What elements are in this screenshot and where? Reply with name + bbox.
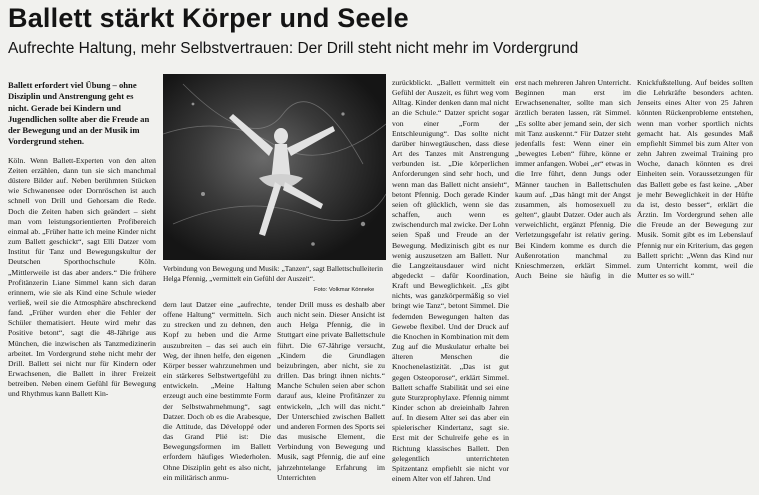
body-text-1: Köln. Wenn Ballett-Experten von den alten Zeiten erzählen, dann tun sie sich manchmal düstere Bilder auf. Neben berühmten Stücken wie Schwanensee oder Dornröschen ist auch schnell von Drill und Gehorsam die Rede. Doch die Zeiten haben sich geändert – sieht man vom leistungsorientierten Profibereich einmal ab. „Früher hatte ich meine Kinder nicht zum Ballett geschickt“, sagt Elli Datzer vom Institut für Tanz und Bewegungskultur der Deutschen Sporthochschule Köln. „Mittlerweile ist das aber anders.“ Die frühere Profitänzerin Liane Simmel kann sich daran erinnern, wie sie als Kind eine Schule wieder verließ, weil sie die Atmosphäre abschreckend fand. „Früher wurden eher die Fehler der Schüler thematisiert. Heute wird mehr das Positive betont“, sagt die 48-Jährige aus München, die inzwischen als Tanzmedizinerin arbeitet. Im Vordergrund stehe nicht mehr der Drill. Ballett sei nicht nur für Kindern oder Erwachsenen, die Ballett in ihrer Freizeit betreiben. Neben einem Gefühl für Bewegung und Rhythmus kann Ballett Kin-: [8, 155, 156, 399]
subheadline: Aufrechte Haltung, mehr Selbstvertrauen: Der Drill steht nicht mehr im Vordergrund: [8, 40, 579, 57]
column-4: [392, 78, 509, 492]
headline: Ballett stärkt Körper und Seele: [8, 3, 409, 33]
column-2: [163, 300, 271, 492]
body-text-2: dern laut Datzer eine „aufrechte, offene Haltung“ vermitteln. Sich zu strecken und zu dehnen, den Kopf zu heben und die Arme auszubreiten – das sei auch ein Weg, der ihnen helfe, den eigenen Körper besser wahrzunehmen und ein stärkeres Selbstwertgefühl zu entwickeln. „Meine Haltung erzeugt auch eine bestimmte Form der Selbstwahrnehmung“, sagt Datzer. Doch ob es die Arabesque, die Attitude, das Développé oder das Grand Plié ist: Die Bewegungsformen im Ballett erfordern häufiges Wiederholen. Ohne Disziplin geht es also nicht, ein militärisch anmu-: [163, 300, 271, 482]
ballet-dancer-photo: [163, 74, 386, 260]
column-5: [515, 78, 753, 492]
photo-caption: Verbindung von Bewegung und Musik: „Tanzen“, sagt Ballettschulleiterin Helga Pfennig, „vermittelt ein Gefühl der Auszeit“.: [163, 264, 383, 283]
body-text-5: erst nach mehreren Jahren Unterricht. Beginnen man erst im Erwachsenenalter, sollte man sich ärztlich beraten lassen, rät Simmel. „Es sollte aber jemand sein, der sich mit Tanz auskennt.“ Für Datzer steht jedenfalls fest: Wenn einer ein „bewegtes Leben“ führe, könne er immer anfangen. Wobei „er“ etwas in die Irre führt, denn Jungs oder Männer tauchen in Ballettschulen kaum auf. „Das hängt mit der Angst zusammen, als homosexuell zu gelten“, glaubt Datzer. Oder auch als verweichlicht, ergänzt Pfennig. Die Verletzungsgefahr ist relativ gering. Bei Kindern komme es durch die Außenrotation manchmal zu Knieschmerzen, erklärt Simmel. Auch Beine sie häufig in die Knickfußstellung. Auf beides sollten die Lehrkräfte besonders achten. Jenseits eines Alter von 25 Jahren könnten Rückenprobleme entstehen, wenn man vorher sportlich nichts gemacht hat. Als gesundes Maß empfiehlt Simmel bis zum Alter von zehn Jahren zweimal Training pro Woche, danach könnten es drei Einheiten sein. Voraussetzungen für das Ballett gebe es fast keine. „Aber je mehr Beweglichkeit in der Hüfte da ist, desto besser“, erklärt die Ärztin. Im Vordergrund sehen alle die Freude an der Bewegung zur Musik. Somit gibt es im Lebenslauf Pfennig nur ein Kriterium, das gegen Ballett spricht: „Wenn das Kind nur zum Unterricht kommt, weil die Mutter es so will.“: [515, 78, 753, 280]
body-text-4: zurückblickt. „Ballett vermittelt ein Gefühl der Auszeit, es führt weg vom Alltag. Kinder denken dann mal nicht an die Schule.“ Datzer spricht sogar von einer „Form der Entschleunigung“. Das sollte nicht darüber hinwegtäuschen, dass diese Art des Tanzes mit Anstrengung verbunden ist. „Die körperlichen Anforderungen sind sehr hoch, und wenn man das Ballett nicht ansieht“, betont Pfennig. Doch gerade Kinder seien oft glücklich, wenn sie das schaffen, auch wenn es zwischendurch mal zwicke. Der Lohn seien Spaß und Freude an der Bewegung. Medizinisch gibt es nur wenig auszusetzen am Ballett. Nur die Langzeitausdauer wird nicht abgedeckt – dafür Koordination, Kraft und Beweglichkeit. „Es gibt nichts, was ganzkörpermäßig so viel bringt wie Tanz“, betont Simmel. Die federnden Bewegungen halten das Gewebe flexibel. Und der Druck auf die Knochen in Kombination mit dem Zug auf die Muskulatur erhalte bei älteren Menschen die Knochenelastizität. „Das ist gut gegen Osteoporose“, erklärt Simmel. Ballett schaffe Stabilität und sei eine gute Sturzprophylaxe. Pfennig nimmt Kinder schon ab dreieinhalb Jahren auf. In diesem Alter sei das aber ein spielerischer Kindertanz, sagt sie. Erst mit der Schulreife gehe es in Richtung klassisches Ballett. Den gelegentlich unterrichteten Spitzentanz empfiehlt sie nicht vor einem Alter von elf Jahren. Und: [392, 78, 509, 484]
body-text-3: tender Drill muss es deshalb aber auch nicht sein. Dieser Ansicht ist auch Helga Pfennig, die in Stuttgart eine private Ballettschule führt. Die 67-Jährige versucht, „Kindern die Grundlagen beizubringen, aber nicht, sie zu drillen. Das bringt ihnen nichts.“ Manche Schulen seien aber schon darauf aus, kleine Profitänzer zu entwickeln, „Ich will das nicht.“ Der Unterschied zwischen Ballett und anderen Formen des Sports sei das musische Element, die Verbindung von Bewegung und Musik, sagt Pfennig, die auf eine jahrzehntelange Erfahrung im Unterrichten: [277, 300, 385, 482]
lead-paragraph: Ballett erfordert viel Übung – ohne Disziplin und Anstrengung geht es nicht. Gerade bei Kindern und Jugendlichen sollte aber die Freude an der Bewegung und an der Musik im Vordergrund stehen.: [8, 80, 150, 147]
column-1: [8, 80, 156, 492]
photo-credit: Foto: Volkmar Könneke: [314, 287, 375, 293]
column-3: [277, 300, 385, 492]
